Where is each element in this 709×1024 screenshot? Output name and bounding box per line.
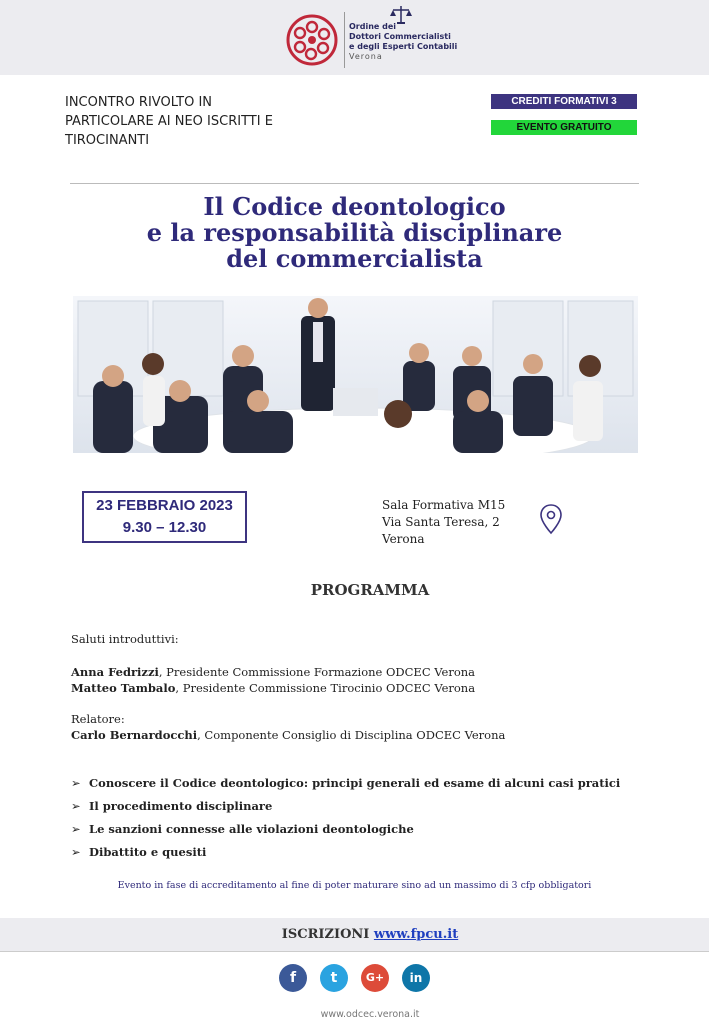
speaker-name: Matteo Tambalo (71, 681, 176, 695)
logo-divider (344, 12, 345, 68)
arrow-bullet-icon: ➢ (71, 844, 81, 859)
relatore-role: , Componente Consiglio di Disciplina ODCEC Verona (197, 728, 506, 742)
odcec-logo-icon (286, 14, 338, 66)
org-line-3: e degli Esperti Contabili (349, 42, 458, 51)
event-time: 9.30 – 12.30 (122, 519, 207, 536)
footer-website[interactable]: www.odcec.verona.it (320, 1009, 420, 1020)
topics-list (71, 771, 620, 863)
title-line-2: e la responsabilità disciplinare (146, 218, 563, 247)
divider (70, 183, 639, 184)
facebook-icon[interactable]: f (279, 964, 307, 992)
relatore-label: Relatore: (71, 712, 125, 726)
linkedin-icon[interactable]: in (402, 964, 430, 992)
intro-text: INCONTRO RIVOLTO IN PARTICOLARE AI NEO ISCRITTI E TIROCINANTI (65, 95, 273, 148)
speaker-role: , Presidente Commissione Tirocinio ODCEC Verona (175, 681, 476, 695)
venue-address (382, 497, 505, 548)
topic-text: Dibattito e quesiti (89, 844, 207, 859)
speaker-row (71, 664, 475, 680)
relatore-name: Carlo Bernardocchi (71, 728, 198, 742)
accreditation-note: Evento in fase di accreditamento al fine di poter maturare sino ad un massimo di 3 cfp obbligatori (117, 880, 592, 891)
arrow-bullet-icon: ➢ (71, 775, 81, 790)
divider (0, 951, 709, 952)
greetings-label: Saluti introduttivi: (71, 632, 179, 646)
venue-line-2: Via Santa Teresa, 2 (382, 515, 500, 529)
org-line-1: Ordine dei (349, 22, 397, 31)
arrow-bullet-icon: ➢ (71, 798, 81, 813)
free-event-badge: EVENTO GRATUITO (491, 120, 637, 135)
registration-label: ISCRIZIONI (281, 927, 370, 942)
registration-link[interactable]: www.fpcu.it (373, 927, 459, 942)
venue-line-3: Verona (382, 532, 425, 546)
registration (0, 927, 709, 942)
speaker-role: , Presidente Commissione Formazione ODCEC Verona (158, 665, 476, 679)
venue-line-1: Sala Formativa M15 (382, 498, 506, 512)
topic-text: Le sanzioni connesse alle violazioni deontologiche (89, 821, 414, 836)
org-name (349, 22, 457, 62)
org-line-2: Dottori Commercialisti (349, 32, 451, 41)
date-time-box (82, 491, 247, 543)
meeting-photo (73, 296, 638, 453)
org-city: Verona (349, 52, 383, 61)
credits-badge: CREDITI FORMATIVI 3 (491, 94, 637, 109)
topic-text: Conoscere il Codice deontologico: principi generali ed esame di alcuni casi pratici (89, 775, 621, 790)
google-plus-icon[interactable]: G+ (361, 964, 389, 992)
list-item (71, 817, 620, 840)
event-date: 23 FEBBRAIO 2023 (96, 497, 233, 514)
title-line-3: del commercialista (226, 244, 483, 273)
location-pin-icon (538, 503, 564, 535)
twitter-icon[interactable]: t (320, 964, 348, 992)
program-heading: PROGRAMMA (310, 581, 430, 599)
event-title (60, 194, 649, 272)
speaker-name: Anna Fedrizzi (71, 665, 159, 679)
relatore-row (71, 727, 505, 743)
title-line-1: Il Codice deontologico (203, 192, 506, 221)
list-item (71, 840, 620, 863)
speaker-row (71, 680, 475, 696)
arrow-bullet-icon: ➢ (71, 821, 81, 836)
list-item (71, 771, 620, 794)
topic-text: Il procedimento disciplinare (89, 798, 273, 813)
list-item (71, 794, 620, 817)
